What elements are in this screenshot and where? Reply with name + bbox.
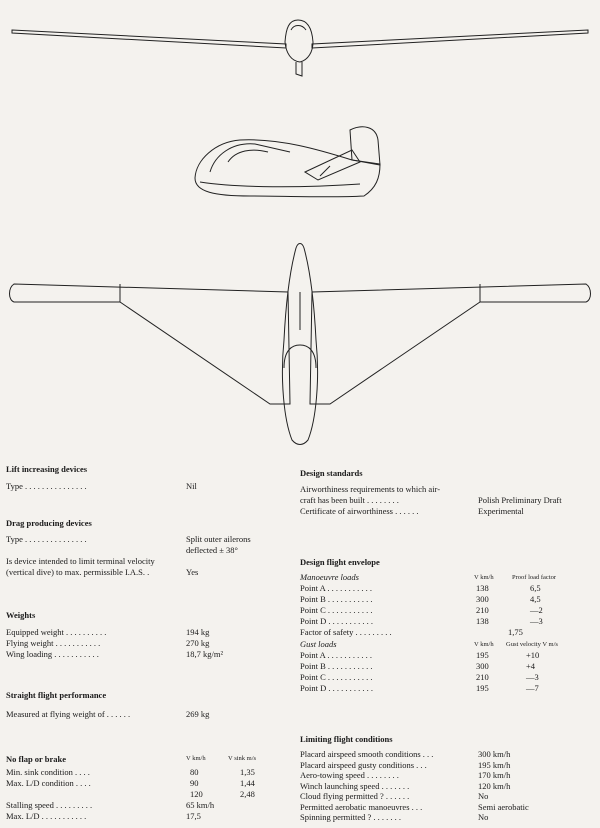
drag-question-line-2: (vertical dive) to max. permissible I.A.S. . [6,567,150,577]
manoeuvre-row-v: 138 [476,616,489,626]
limiting-row-label: Aero-towing speed . . . . . . . . [300,770,399,780]
manoeuvre-row-label: Point B . . . . . . . . . . . [300,594,373,604]
limiting-heading: Limiting flight conditions [300,734,393,744]
safety-value: 1,75 [508,627,523,637]
noflap-heading: No flap or brake [6,754,67,764]
design-line-2: craft has been built . . . . . . . . [300,495,399,505]
gust-row-v: 195 [476,683,489,693]
limiting-row-label: Placard airspeed gusty conditions . . . [300,759,427,770]
weights-row-label: Equipped weight . . . . . . . . . . [6,627,107,637]
drag-type-value-1: Split outer ailerons [186,534,251,544]
manoeuvre-row-factor: —3 [530,616,543,626]
manoeuvre-row-factor: —2 [530,605,543,615]
limiting-row-value: 195 km/h [478,759,511,770]
noflap-row-v: 90 [190,778,199,788]
limiting-row-label: Winch launching speed . . . . . . . [300,780,410,791]
lift-heading: Lift increasing devices [6,464,88,474]
weights-row-value: 270 kg [186,638,210,648]
drag-type-label: Type . . . . . . . . . . . . . . . [6,534,87,544]
safety-label: Factor of safety . . . . . . . . . [300,627,392,637]
gust-row-velocity: +4 [526,661,536,671]
gust-row-v: 300 [476,661,489,671]
noflap-row-sink: 2,48 [240,789,255,799]
manoeuvre-row-v: 138 [476,583,489,593]
gust-row-v: 195 [476,650,489,660]
limiting-row-value: Semi aerobatic [478,801,529,812]
manoeuvre-row-label: Point A . . . . . . . . . . . [300,583,373,593]
weights-heading: Weights [6,610,36,620]
straight-flight-value: 269 kg [186,709,210,719]
gust-row-velocity: —7 [526,683,539,693]
lift-type-label: Type . . . . . . . . . . . . . . . [6,481,87,491]
weights-row-label: Wing loading . . . . . . . . . . . [6,649,99,659]
gust-row-velocity: +10 [526,650,540,660]
manoeuvre-row-v: 300 [476,594,489,604]
manoeuvre-col-proof: Proof load factor [512,574,557,581]
noflap-row-v: 80 [190,767,199,777]
limiting-row-value: 300 km/h [478,749,511,759]
drag-question-value: Yes [186,567,199,577]
straight-flight-label: Measured at flying weight of . . . . . . [6,709,131,719]
manoeuvre-row-label: Point D . . . . . . . . . . . [300,616,373,626]
limiting-row-label: Cloud flying permitted ? . . . . . . [300,791,410,801]
drag-heading: Drag producing devices [6,518,92,528]
gust-row-velocity: —3 [526,672,539,682]
lift-type-value: Nil [186,481,197,491]
plan-view [10,244,591,445]
design-value-3: Experimental [478,506,524,516]
design-line-3: Certificate of airworthiness . . . . . . [300,506,419,516]
manoeuvre-row-factor: 6,5 [530,583,541,593]
design-line-1: Airworthiness requirements to which air- [300,484,441,494]
stall-value: 65 km/h [186,800,215,810]
manoeuvre-row-v: 210 [476,605,489,615]
limiting-row-label: Spinning permitted ? . . . . . . . [300,812,402,822]
drag-type-value-2: deflected ± 38° [186,545,238,555]
limiting-row-value: No [478,812,489,822]
gust-row-label: Point D . . . . . . . . . . . [300,683,373,693]
gust-col-v: V km/h [474,641,494,648]
weights-row-value: 194 kg [186,627,210,637]
noflap-row-label: Max. L/D condition . . . . [6,778,91,788]
gust-row-label: Point A . . . . . . . . . . . [300,650,373,660]
gust-row-v: 210 [476,672,489,682]
limiting-row-label: Placard airspeed smooth conditions . . . [300,749,434,759]
design-standards-heading: Design standards [300,468,363,478]
gust-row-label: Point C . . . . . . . . . . . [300,672,373,682]
noflap-col-sink: V sink m/s [228,755,257,762]
max-ld-label: Max. L/D . . . . . . . . . . . [6,811,87,821]
noflap-row-sink: 1,44 [240,778,255,788]
manoeuvre-col-v: V km/h [474,574,494,581]
limiting-row-label: Permitted aerobatic manoeuvres . . . [300,801,423,812]
gust-loads-label: Gust loads [300,639,337,649]
limiting-row-value: No [478,791,489,801]
stall-label: Stalling speed . . . . . . . . . [6,800,93,810]
noflap-row-sink: 1,35 [240,767,255,777]
noflap-row-v: 120 [190,789,203,799]
limiting-row-value: 170 km/h [478,770,511,780]
manoeuvre-loads-label: Manoeuvre loads [300,572,359,582]
gust-row-label: Point B . . . . . . . . . . . [300,661,373,671]
drag-question-line-1: Is device intended to limit terminal velocity [6,556,155,566]
manoeuvre-row-label: Point C . . . . . . . . . . . [300,605,373,615]
design-value-2: Polish Preliminary Draft [478,495,562,505]
max-ld-value: 17,5 [186,811,201,821]
gust-col-velocity: Gust velocity V m/s [506,641,558,648]
straight-flight-heading: Straight flight performance [6,690,107,700]
weights-row-value: 18,7 kg/m² [186,649,224,659]
front-view [12,20,588,76]
noflap-row-label: Min. sink condition . . . . [6,767,90,777]
noflap-col-v: V km/h [186,755,206,762]
limiting-row-value: 120 km/h [478,780,511,791]
envelope-heading: Design flight envelope [300,557,380,567]
weights-row-label: Flying weight . . . . . . . . . . . [6,638,101,648]
manoeuvre-row-factor: 4,5 [530,594,541,604]
side-view [195,127,380,197]
